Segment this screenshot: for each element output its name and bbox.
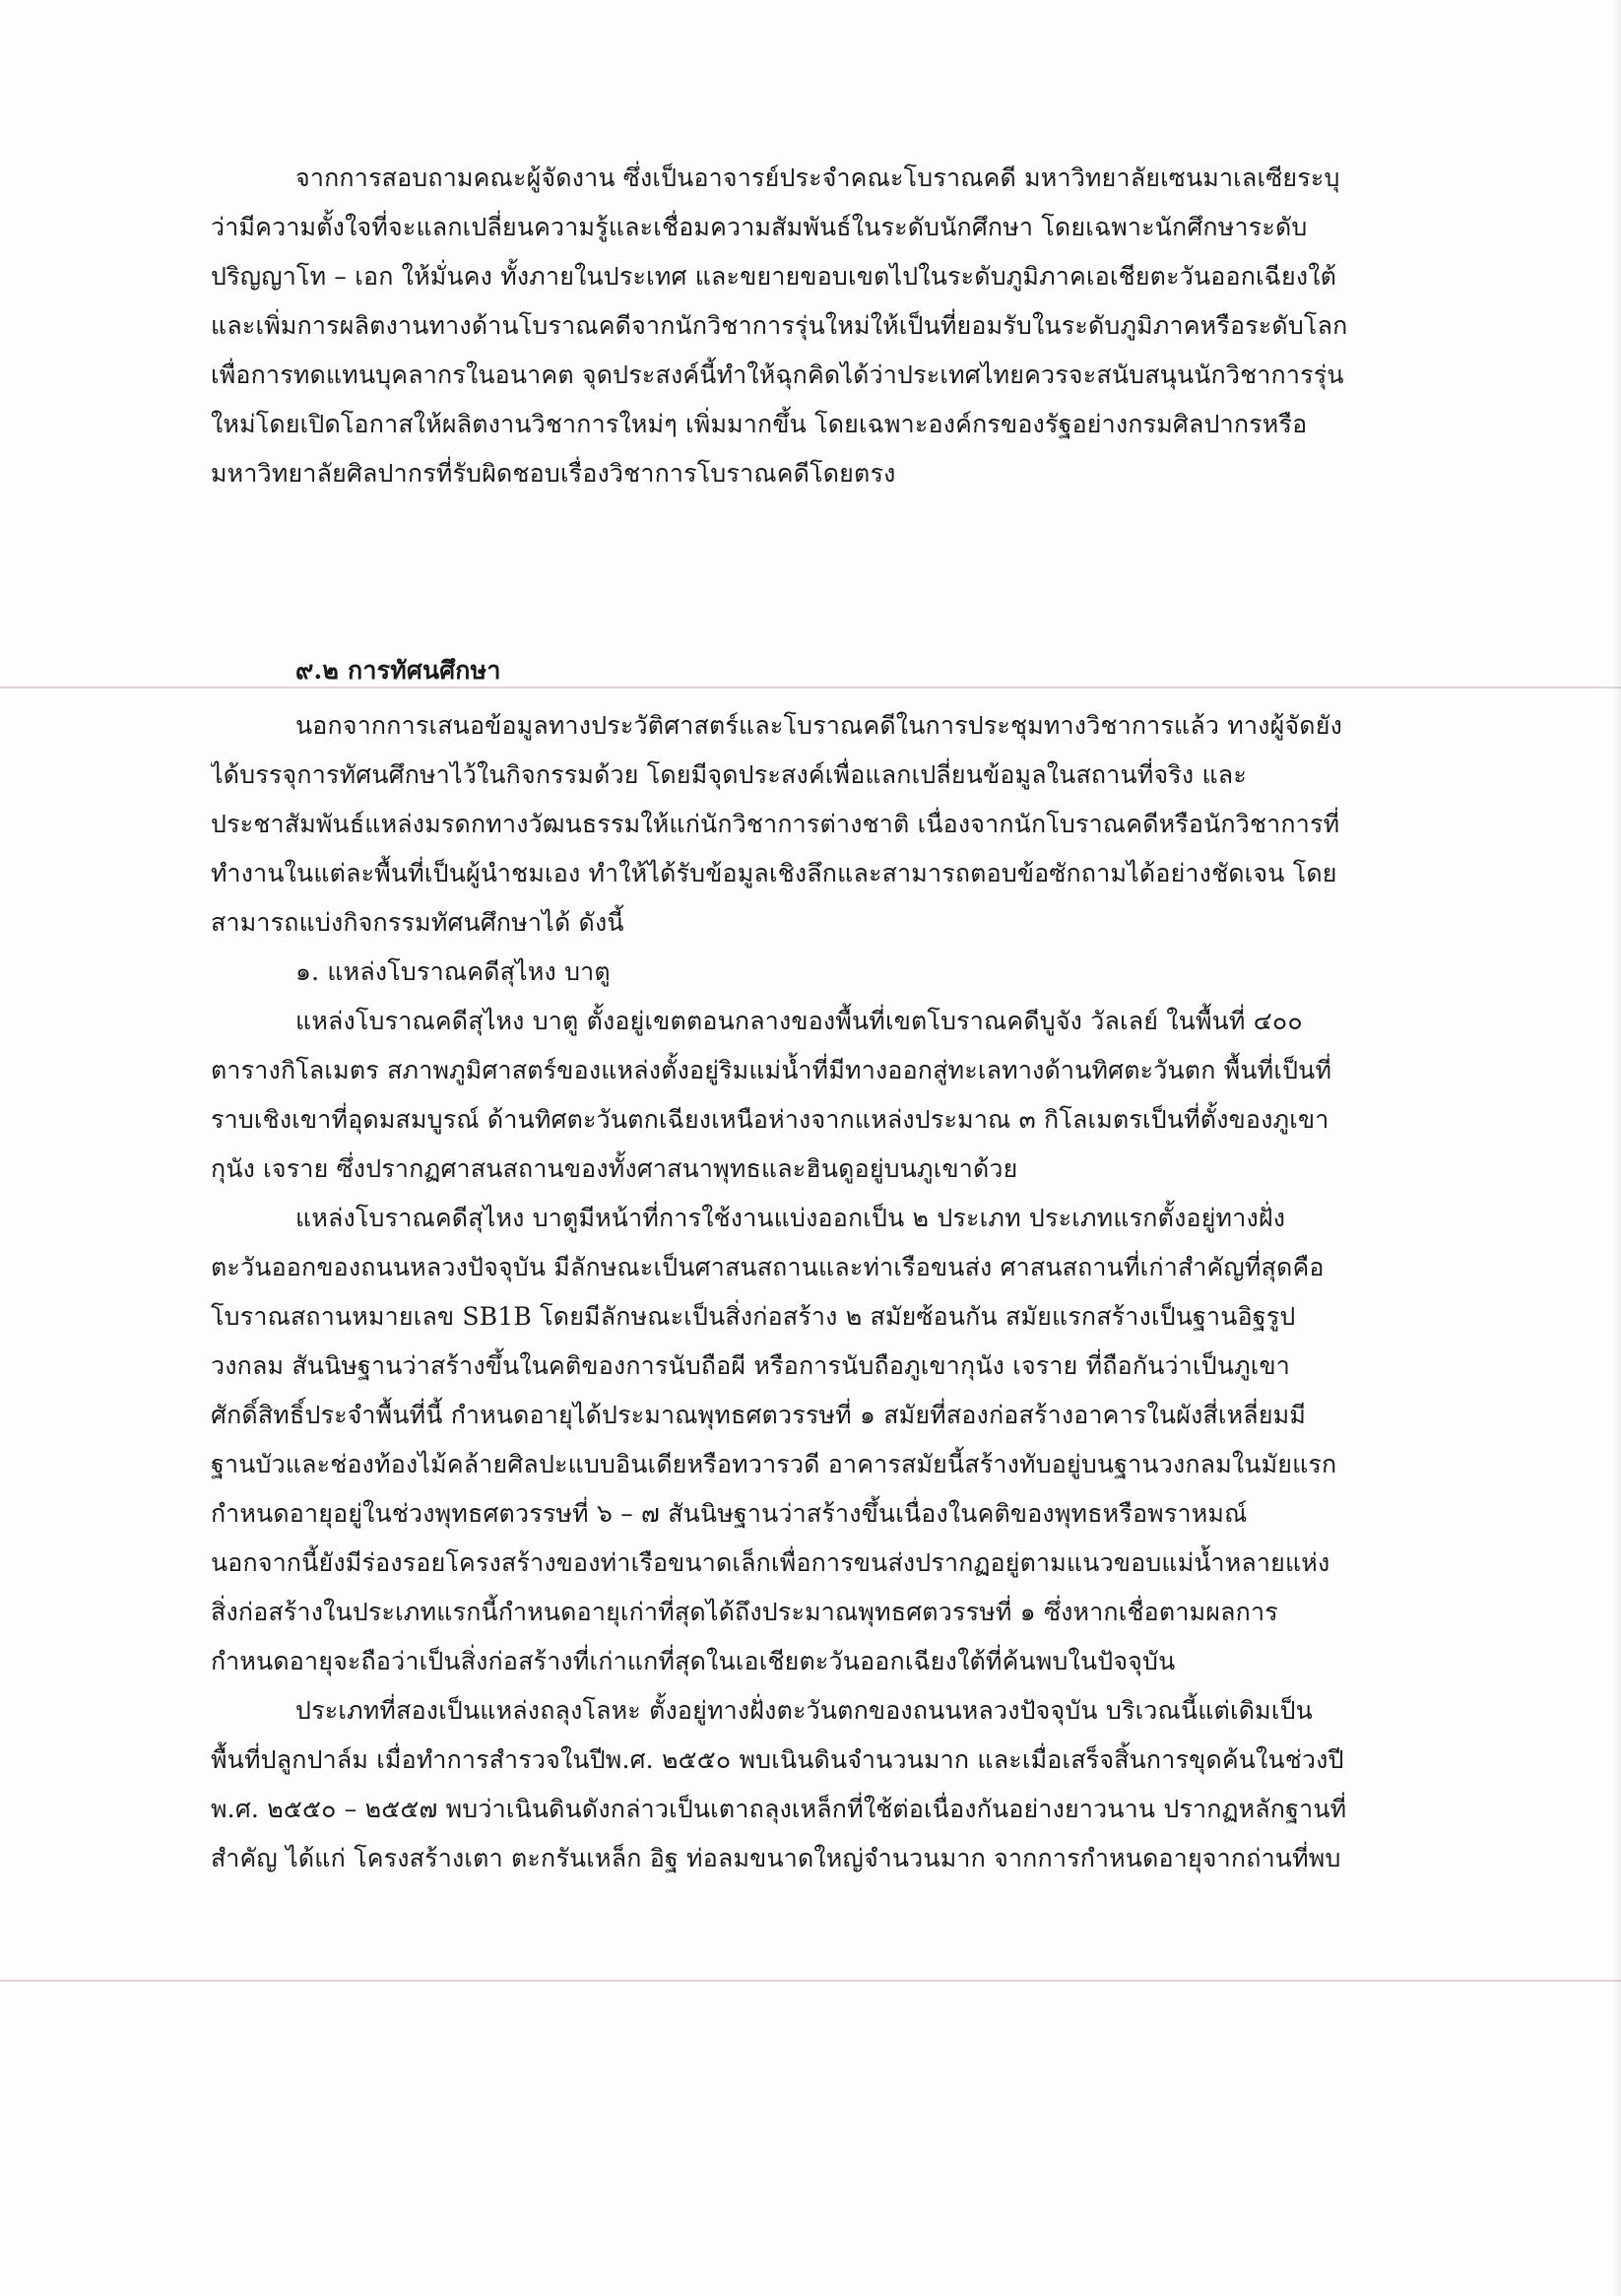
text-line: สำคัญ ได้แก่ โครงสร้างเตา ตะกรันเหล็ก อิฐ ท่อลมขนาดใหญ่จำนวนมาก จากการกำหนดอายุจากถ่านที่พบ <box>211 1844 1341 1872</box>
text-line: พื้นที่ปลูกปาล์ม เมื่อทำการสำรวจในปีพ.ศ. ๒๕๕๐ พบเนินดินจำนวนมาก และเมื่อเสร็จสิ้นการขุดค้นในช่วงปี <box>211 1745 1344 1774</box>
section-heading: ๙.๒ การทัศนศึกษา <box>295 656 501 685</box>
text-line: ปริญญาโท – เอก ให้มั่นคง ทั้งภายในประเทศ และขยายขอบเขตไปในระดับภูมิภาคเอเชียตะวันออกเฉียงใต้ <box>211 262 1337 291</box>
paragraph-organizer-interview <box>211 154 1428 498</box>
section-heading-block <box>211 646 1428 695</box>
text-line: สามารถแบ่งกิจกรรมทัศนศึกษาได้ ดังนี้ <box>211 908 624 937</box>
text-line: วงกลม สันนิษฐานว่าสร้างขึ้นในคติของการนับถือผี หรือการนับถือภูเขากุนัง เจราย ที่ถือกันว่าเป็นภูเขา <box>211 1351 1291 1380</box>
text-line: ประชาสัมพันธ์แหล่งมรดกทางวัฒนธรรมให้แก่นักวิชาการต่างชาติ เนื่องจากนักโบราณคดีหรือนักวิชาการที่ <box>211 810 1340 838</box>
text-line: โบราณสถานหมายเลข SB1B โดยมีลักษณะเป็นสิ่งก่อสร้าง ๒ สมัยซ้อนกัน สมัยแรกสร้างเป็นฐานอิฐรูป <box>211 1302 1296 1331</box>
text-line: ตารางกิโลเมตร สภาพภูมิศาสตร์ของแหล่งตั้งอยู่ริมแม่น้ำที่มีทางออกสู่ทะเลทางด้านทิศตะวันตก พื้นที่เป็นที่ <box>211 1056 1332 1084</box>
text-line: ศักดิ์สิทธิ์ประจำพื้นที่นี้ กำหนดอายุได้ประมาณพุทธศตวรรษที่ ๑ สมัยที่สองก่อสร้างอาคารในผังสี่เหลี่ยมมี <box>211 1401 1307 1429</box>
text-line: ฐานบัวและช่องท้องไม้คล้ายศิลปะแบบอินเดียหรือทวารวดี อาคารสมัยนี้สร้างทับอยู่บนฐานวงกลมในมัยแรก <box>211 1450 1337 1478</box>
text-line: นอกจากการเสนอข้อมูลทางประวัติศาสตร์และโบราณคดีในการประชุมทางวิชาการแล้ว ทางผู้จัดยัง <box>295 711 1342 740</box>
text-line: ตะวันออกของถนนหลวงปัจจุบัน มีลักษณะเป็นศาสนสถานและท่าเรือขนส่ง ศาสนสถานที่เก่าสำคัญที่สุดคือ <box>211 1253 1325 1281</box>
text-line: แหล่งโบราณคดีสุไหง บาตูมีหน้าที่การใช้งานแบ่งออกเป็น ๒ ประเภท ประเภทแรกตั้งอยู่ทางฝั่ง <box>295 1204 1286 1232</box>
text-line: ได้บรรจุการทัศนศึกษาไว้ในกิจกรรมด้วย โดยมีจุดประสงค์เพื่อแลกเปลี่ยนข้อมูลในสถานที่จริง และ <box>211 760 1247 789</box>
text-line: ใหม่โดยเปิดโอกาสให้ผลิตงานวิชาการใหม่ๆ เพิ่มมากขึ้น โดยเฉพาะองค์กรของรัฐอย่างกรมศิลปากรหรือ <box>211 410 1308 438</box>
text-line: สิ่งก่อสร้างในประเภทแรกนี้กำหนดอายุเก่าที่สุดได้ถึงประมาณพุทธศตวรรษที่ ๑ ซึ่งหากเชื่อตามผลการ <box>211 1598 1278 1626</box>
subsection-title: ๑. แหล่งโบราณคดีสุไหง บาตู <box>295 957 611 986</box>
text-line: ราบเชิงเขาที่อุดมสมบูรณ์ ด้านทิศตะวันตกเฉียงเหนือห่างจากแหล่งประมาณ ๓ กิโลเมตรเป็นที่ตั้งของภูเขา <box>211 1105 1329 1134</box>
text-line: ทำงานในแต่ละพื้นที่เป็นผู้นำชมเอง ทำให้ได้รับข้อมูลเชิงลึกและสามารถตอบข้อซักถามได้อย่างชัดเจน โดย <box>211 859 1337 887</box>
text-line: กำหนดอายุอยู่ในช่วงพุทธศตวรรษที่ ๖ – ๗ สันนิษฐานว่าสร้างขึ้นเนื่องในคติของพุทธหรือพราหมณ์ <box>211 1499 1248 1528</box>
text-line: มหาวิทยาลัยศิลปากรที่รับผิดชอบเรื่องวิชาการโบราณคดีโดยตรง <box>211 459 896 488</box>
scan-line-artifact <box>0 1980 1621 1982</box>
text-line: จากการสอบถามคณะผู้จัดงาน ซึ่งเป็นอาจารย์ประจำคณะโบราณคดี มหาวิทยาลัยเซนมาเลเซียระบุ <box>295 164 1340 192</box>
text-line: เพื่อการทดแทนบุคลากรในอนาคต จุดประสงค์นี้ทำให้ฉุกคิดได้ว่าประเทศไทยควรจะสนับสนุนนักวิชาการรุ่น <box>211 361 1344 389</box>
text-line: และเพิ่มการผลิตงานทางด้านโบราณคดีจากนักวิชาการรุ่นใหม่ให้เป็นที่ยอมรับในระดับภูมิภาคหรือระดับโลก <box>211 311 1348 340</box>
text-line: แหล่งโบราณคดีสุไหง บาตู ตั้งอยู่เขตตอนกลางของพื้นที่เขตโบราณคดีบูจัง วัลเลย์ ในพื้นที่ ๔๐๐ <box>295 1007 1303 1035</box>
page-edge-shadow <box>1613 0 1621 2296</box>
text-line: ประเภทที่สองเป็นแหล่งถลุงโลหะ ตั้งอยู่ทางฝั่งตะวันตกของถนนหลวงปัจจุบัน บริเวณนี้แต่เดิมเป็น <box>295 1696 1313 1725</box>
paragraph-study-tour <box>211 701 1428 1883</box>
text-line: พ.ศ. ๒๕๕๐ – ๒๕๕๗ พบว่าเนินดินดังกล่าวเป็นเตาถลุงเหล็กที่ใช้ต่อเนื่องกันอย่างยาวนาน ปรากฏหลักฐานที่ <box>211 1795 1347 1823</box>
text-line: นอกจากนี้ยังมีร่องรอยโครงสร้างของท่าเรือขนาดเล็กเพื่อการขนส่งปรากฏอยู่ตามแนวขอบแม่น้ำหลายแห่ง <box>211 1548 1330 1577</box>
text-line: กุนัง เจราย ซึ่งปรากฏศาสนสถานของทั้งศาสนาพุทธและฮินดูอยู่บนภูเขาด้วย <box>211 1154 1018 1183</box>
text-line: กำหนดอายุจะถือว่าเป็นสิ่งก่อสร้างที่เก่าแกที่สุดในเอเชียตะวันออกเฉียงใต้ที่ค้นพบในปัจจุบัน <box>211 1647 1176 1675</box>
text-line: ว่ามีความตั้งใจที่จะแลกเปลี่ยนความรู้และเชื่อมความสัมพันธ์ในระดับนักศึกษา โดยเฉพาะนักศึกษาระดับ <box>211 213 1308 241</box>
